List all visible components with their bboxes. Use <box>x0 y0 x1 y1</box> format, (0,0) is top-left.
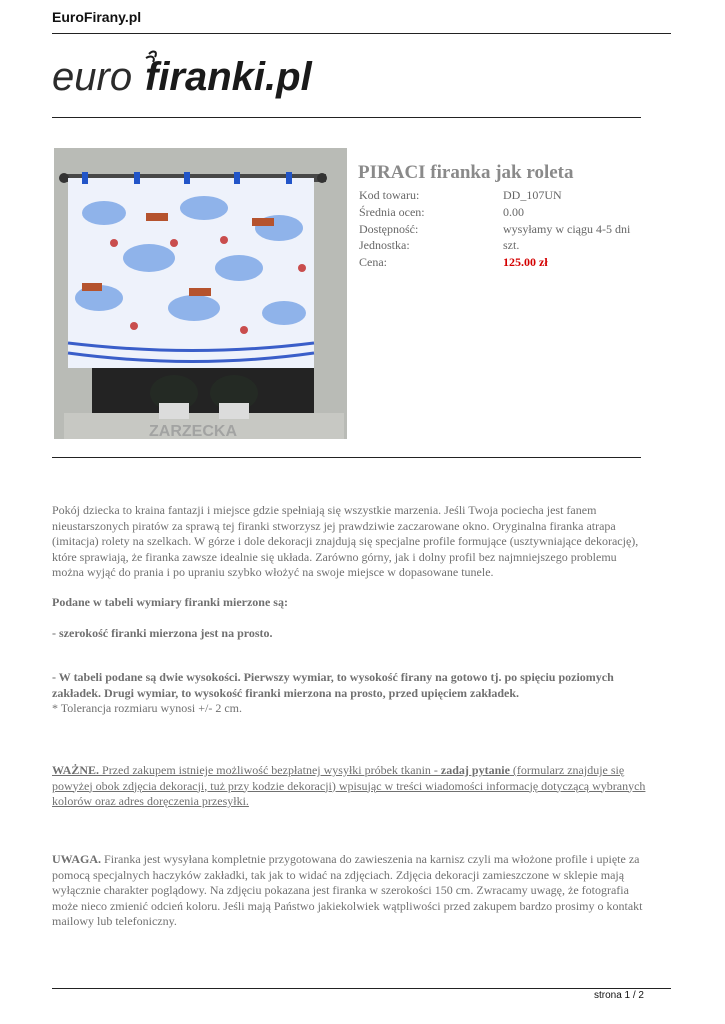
logo-text-left: euro <box>52 55 133 99</box>
logo-text-right: firanki.pl <box>145 55 312 99</box>
spec-value-price: 125.00 zł <box>503 255 548 269</box>
tolerance-note: * Tolerancja rozmiaru wynosi +/- 2 cm. <box>52 701 242 715</box>
photo-watermark: ZARZECKA <box>149 423 237 439</box>
spec-label-unit: Jednostka: <box>359 238 410 252</box>
spec-label-code: Kod towaru: <box>359 188 420 202</box>
product-title: PIRACI firanka jak roleta <box>358 162 574 183</box>
important-label: WAŻNE. <box>52 763 100 777</box>
spec-value-availability: wysyłamy w ciągu 4-5 dni <box>503 222 631 236</box>
important-text: Przed zakupem istnieje możliwość bezpłatnej wysyłki próbek tkanin - <box>99 763 441 777</box>
attention-label: UWAGA. <box>52 852 102 866</box>
spec-value-code: DD_107UN <box>503 188 562 202</box>
site-header: EuroFirany.pl <box>52 9 142 25</box>
spec-label-price: Cena: <box>359 255 387 269</box>
ask-question-link[interactable]: zadaj pytanie <box>440 763 510 777</box>
dimensions-heading: Podane w tabeli wymiary firanki mierzone są: <box>52 595 288 609</box>
attention-text: Firanka jest wysyłana kompletnie przygotowana do zawieszenia na karnisz czyli ma włożone profile i upięte za pomocą specjalnych haczyków zakładki, tak jak to widać na zdjęciach. Zdjęcia dekoracji zamieszczone w sklepie mają wyłącznie charakter poglądowy. Na zdjęciu pokazana jest firanka w szerokości 150 cm. Zwracamy uwagę, że fotografia może nieco zmienić odcień koloru. Jeśli mają Państwo jakiekolwiek wątpliwości przed zakupem bardzo prosimy o kontakt mailowy lub telefoniczny. <box>52 852 643 928</box>
product-rule <box>52 457 641 458</box>
heights-note: - W tabeli podane są dwie wysokości. Pierwszy wymiar, to wysokość firany na gotowo tj. po spięciu poziomych zakładek. Drugi wymiar, to wysokość firanki mierzona na prosto, przed upięciem zakładek. <box>52 670 614 700</box>
important-tail: (formularz znajduje się powyżej obok zdjęcia dekoracji, tuż przy kodzie dekoracji) wpisując w treści wiadomości informację dotyczącą wybranych kolorów oraz adres doręczenia przesyłki. <box>52 763 646 808</box>
spec-value-rating: 0.00 <box>503 205 524 219</box>
logo-rule <box>52 117 641 118</box>
page-number: strona 1 / 2 <box>593 990 644 1001</box>
important-note <box>52 763 647 810</box>
spec-label-rating: Średnia ocen: <box>359 205 425 219</box>
width-note: - szerokość firanki mierzona jest na prosto. <box>52 626 273 640</box>
description-intro: Pokój dziecka to kraina fantazji i miejsce gdzie spełniają się wszystkie marzenia. Jeśli Twoja pociecha jest fanem nieustarszonych piratów za sprawą tej firanki stworzysz jej prawdziwie zaczarowane okno. Oryginalna firanka atrapa (imitacja) rolety na szelkach. W górze i dole dekoracji znajdują się specjalne profile formujące (usztywniające dekorację), które sprawiają, że firanka zawsze idealnie się układa. Zarówno górny, jak i dolny profil bez najmniejszego problemu można wyjąć do prania i po upraniu szybko włożyć na swoje miejsce w dopasowane tunele. <box>52 503 639 579</box>
eurofiranki-logo[interactable] <box>52 48 322 104</box>
product-photo <box>54 148 347 439</box>
spec-label-availability: Dostępność: <box>359 222 419 236</box>
spec-value-unit: szt. <box>503 238 520 252</box>
attention-note <box>52 852 647 930</box>
footer-rule <box>52 988 671 989</box>
header-rule <box>52 33 671 34</box>
